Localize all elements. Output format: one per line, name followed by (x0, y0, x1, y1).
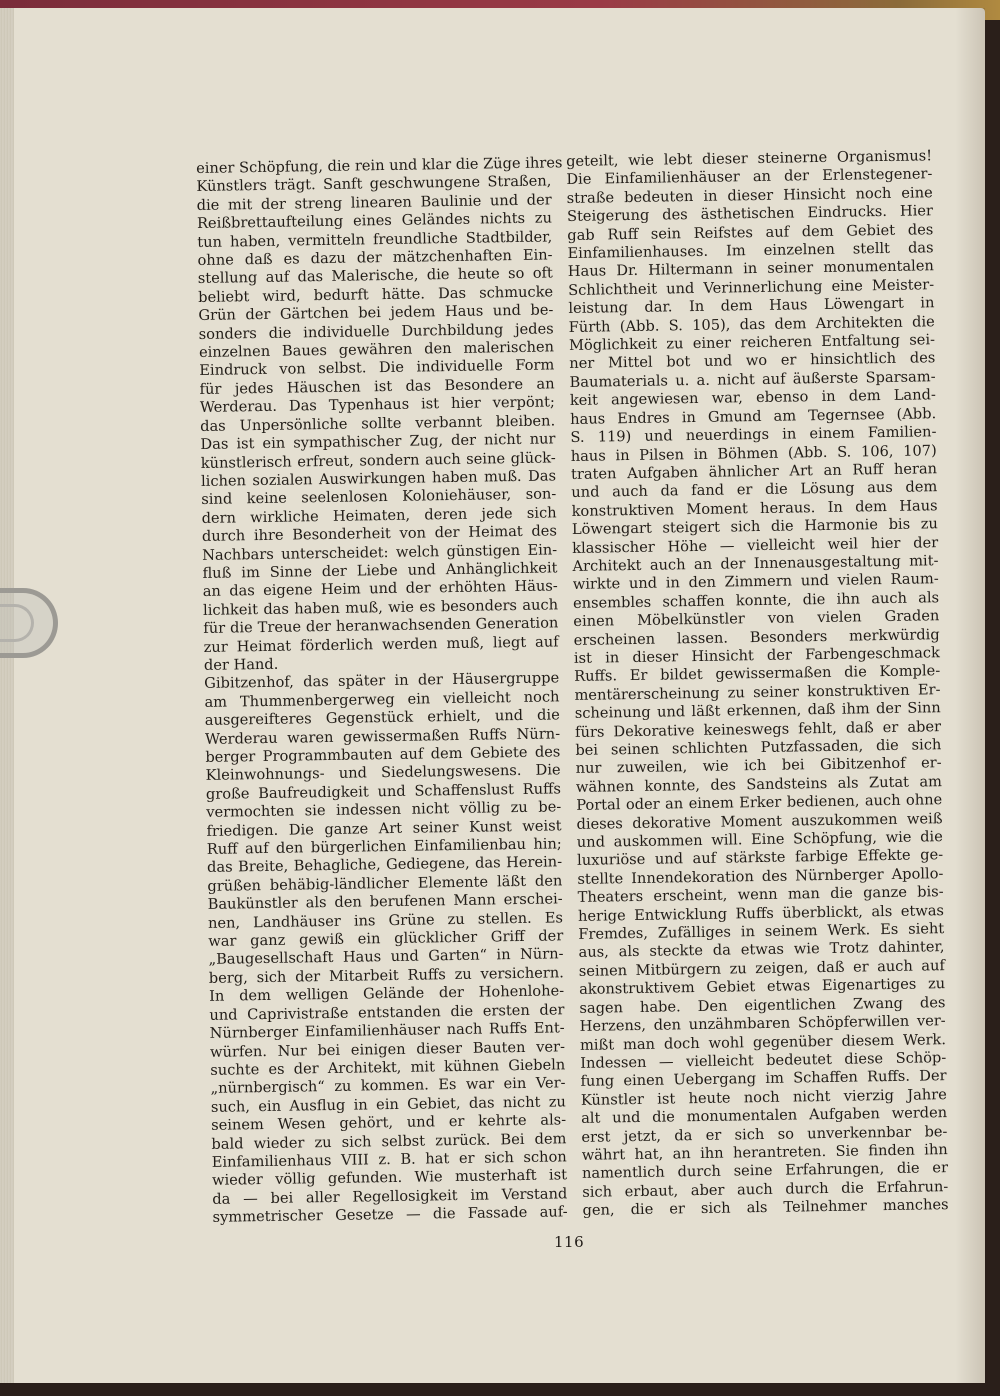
text-line: der Hand. (203, 655, 279, 674)
text-line: Herzens, den unzähmbaren Schöpferwillen ver- (579, 1012, 946, 1035)
text-line: zur Heimat förderlich werden muß, liegt auf (203, 632, 559, 656)
text-line: aus, als steckte da etwas wie Trotz dahinter, (578, 938, 945, 962)
text-line: haus Endres in Gmund am Tegernsee (Abb. (570, 404, 937, 428)
text-line: Einfamilienhaus VIII z. B. hat er sich schon (211, 1148, 567, 1171)
text-line: stellte Innendekoration des Nürnberger Apollo- (577, 865, 944, 888)
text-line: das Breite, Behagliche, Gediegene, das Herein- (206, 853, 563, 877)
text-line: Theaters erscheint, wenn man die ganze bis- (577, 883, 944, 907)
text-line: mißt man doch wohl gegenüber diesem Werk. (579, 1030, 947, 1054)
text-line: suchte es der Architekt, mit kühnen Giebeln (210, 1056, 566, 1079)
text-line: berger Programmbauten auf dem Gebiete des (205, 743, 561, 766)
text-line: einer Schöpfung, die rein und klar die Züge ihres (196, 154, 563, 177)
text-line: währt hat, an ihn herantreten. Sie finden ihn (581, 1141, 948, 1164)
text-line: durch ihre Besonderheit von der Heimat des (201, 522, 558, 546)
text-line: Schlichtheit und Verinnerlichung eine Meister- (568, 276, 935, 299)
text-line: klassischer Höhe — vielleicht weil hier der (572, 533, 939, 557)
page-stack-edge (0, 8, 14, 1383)
text-line: vermochten sie indessen nicht völlig zu be- (206, 798, 562, 822)
text-line: akonstruktivem Gebiet etwas Eigenartiges zu (579, 975, 946, 999)
text-line: lichen sozialen Auswirkungen haben muß. Das (200, 467, 557, 490)
text-line: wirkte und in den Zimmern und vielen Raum- (572, 570, 939, 594)
text-line: fürs Dekorative keineswegs fehlt, daß er aber (574, 717, 942, 741)
text-line: S. 119) und neuerdings in einem Familien- (570, 423, 937, 447)
text-line: wähnen konnte, des Sandsteins als Zutat am (575, 772, 943, 796)
text-line: würfen. Nur bei einigen dieser Bauten ver- (209, 1037, 566, 1061)
text-line: für die Treue der heranwachsenden Generation (203, 614, 559, 638)
text-line: keit angewiesen war, ebenso in dem Land- (569, 386, 936, 410)
text-line: Gibitzenhof, das später in der Häusergruppe (204, 669, 560, 693)
text-line: erst jetzt, da er sich so unverkennbar be- (581, 1122, 948, 1146)
text-line: Steigerung des ästhetischen Eindrucks. Hier (566, 202, 934, 226)
text-line: Nachbars unterscheidet: welch günstigen Ein- (202, 540, 558, 564)
text-line: Möglichkeit zu einer reicheren Entfaltung sei- (568, 331, 936, 355)
text-line: bald wieder zu sich selbst zurück. Bei dem (211, 1129, 567, 1153)
text-line: Einfamilienhauses. Im einzelnen stellt das (567, 239, 934, 263)
right-text-column (566, 147, 949, 1220)
text-line: haus in Pilsen in Böhmen (Abb. S. 106, 107) (570, 441, 937, 465)
text-line: „nürnbergisch“ zu kommen. Es war ein Ver- (210, 1074, 566, 1098)
text-line: seinen Mitbürgern zu zeigen, daß er auch auf (578, 957, 945, 980)
text-line: für jedes Häuschen ist das Besondere an (199, 375, 555, 398)
text-line: künstlerisch erfreut, sondern auch seine glück- (200, 448, 556, 472)
text-line: Die Einfamilienhäuser an der Erlenstegener- (566, 165, 933, 189)
text-line: friedigen. Die ganze Art seiner Kunst weist (206, 816, 562, 840)
text-line: nur zuweilen, wie ich bei Gibitzenhof er- (575, 754, 942, 778)
text-line: sind keine seelenlosen Koloniehäuser, son- (201, 485, 557, 509)
text-line: „Baugesellschaft Haus und Garten“ in Nürn- (208, 945, 564, 969)
left-text-column (196, 154, 568, 1227)
text-line: sagen habe. Den eigentlichen Zwang des (579, 993, 946, 1017)
text-line: symmetrischer Gesetze — die Fassade auf- (212, 1203, 568, 1227)
text-line: In dem welligen Gelände der Hohenlohe- (209, 982, 565, 1006)
text-line: dern wirkliche Heimaten, deren jede sich (201, 504, 557, 527)
page-gutter-shadow (955, 8, 985, 1383)
text-line: Indessen — vielleicht bedeutet diese Schöp- (580, 1049, 947, 1072)
text-line: einen Möbelkünstler von vielen Graden (573, 607, 940, 631)
text-line: konstruktiven Moment heraus. In dem Haus (571, 496, 938, 520)
text-line: das Unpersönliche sollte verbannt bleiben. (200, 412, 556, 435)
text-line: wieder völlig gefunden. Wie musterhaft ist (211, 1166, 568, 1190)
text-line: seinem Wesen gehört, und er kehrte als- (211, 1111, 567, 1135)
text-line: ensembles schaffen konnte, die ihn auch als (572, 588, 940, 612)
text-line: einzelnen Baues gewähren den malerischen (198, 338, 555, 362)
text-line: Ruffs. Er bildet gewissermaßen die Komple- (574, 662, 941, 686)
text-line: ner Mittel bot und wo er hinsichtlich des (569, 349, 936, 373)
text-line: nen, Landhäuser ins Grüne zu stellen. Es (207, 908, 564, 932)
text-line: Werderau. Das Typenhaus ist hier verpönt; (199, 393, 555, 417)
text-line: dieses dekorative Moment auszukommen weiß (576, 809, 943, 833)
text-line: Baukünstler als den berufenen Mann erschei- (207, 890, 563, 914)
text-line: straße bedeuten in dieser Hinsicht noch eine (566, 184, 933, 207)
text-line: lichkeit das haben muß, wie es besonders auch (202, 596, 559, 619)
text-line: ohne daß es dazu der mätzchenhaften Ein- (197, 246, 553, 270)
text-line: luxuriöse und auf stärkste farbige Effekte ge- (576, 846, 944, 870)
text-line: berg, sich der Mitarbeit Ruffs zu versichern. (208, 964, 564, 987)
text-line: Fürth (Abb. S. 105), das dem Architekten die (568, 312, 935, 336)
text-line: Reißbrettaufteilung eines Geländes nichts zu (196, 209, 553, 233)
text-line: mentärerscheinung zu seiner konstruktiven Er- (574, 680, 941, 704)
text-line: ist in dieser Hinsicht der Farbengeschmack (573, 644, 941, 667)
text-line: große Baufreudigkeit und Schaffenslust Ruffs (205, 780, 562, 803)
text-line: und auch da fand er die Lösung aus dem (571, 478, 938, 502)
text-line: Haus Dr. Hiltermann in seiner monumentalen (567, 257, 934, 281)
text-line: geteilt, wie lebt dieser steinerne Organismus! (566, 147, 933, 170)
text-line: Löwengart steigert sich die Harmonie bis zu (571, 515, 939, 539)
text-line: gen, die er sich als Teilnehmer manches (582, 1196, 949, 1220)
text-line: bei seinen schlichten Putzfassaden, die sich (575, 736, 942, 759)
text-line: und auskommen will. Eine Schöpfung, wie die (576, 828, 943, 851)
text-line: Ruff auf den bürgerlichen Einfamilienbau hin; (206, 835, 562, 858)
text-line: Eindruck von selbst. Die individuelle Form (199, 356, 555, 380)
text-line: beliebt wird, bedurft hätte. Das schmucke (198, 283, 554, 306)
text-line: leistung dar. In dem Haus Löwengart in (568, 294, 935, 318)
text-line: ausgereifteres Gegenstück erhielt, und die (204, 706, 560, 730)
text-line: namentlich durch seine Erfahrungen, die er (581, 1159, 949, 1183)
text-line: am Thummenbergerweg ein vielleicht noch (204, 688, 560, 711)
text-line: Nürnberger Einfamilienhäuser nach Ruffs Ent- (209, 1019, 565, 1042)
text-line: tun haben, vermitteln freundliche Stadtbilder, (197, 228, 553, 251)
text-line: Das ist ein sympathischer Zug, der nicht nur (200, 430, 556, 454)
text-line: die mit der streng linearen Baulinie und der (196, 191, 552, 214)
text-line: Baumaterials u. a. nicht auf äußerste Sparsam- (569, 368, 936, 391)
text-line: Künstler ist heute noch nicht vierzig Jahre (580, 1085, 947, 1109)
text-line: traten Aufgaben ähnlicher Art an Ruff heran (570, 460, 938, 483)
text-line: herige Entwicklung Ruffs überblickt, als etwas (577, 901, 945, 925)
text-line: sonders die individuelle Durchbildung jedes (198, 320, 554, 343)
text-line: Kleinwohnungs- und Siedelungswesens. Die (205, 761, 561, 785)
text-line: grüßen behäbig-ländlicher Elemente läßt den (207, 872, 563, 895)
text-line: fung einen Uebergang im Schaffen Ruffs. Der (580, 1067, 947, 1091)
text-line: an das eigene Heim und der erhöhten Häus- (202, 577, 558, 601)
text-line: und Caprivistraße entstanden die ersten der (209, 1001, 565, 1024)
text-line: sich erbaut, aber auch durch die Erfahrun- (582, 1177, 949, 1201)
text-line: scheinung und läßt erkennen, daß ihm der Sinn (574, 699, 941, 723)
text-line: Portal oder an einem Erker bedienen, auch ohne (576, 791, 943, 815)
text-line: gab Ruff sein Reifstes auf dem Gebiet des (567, 220, 934, 244)
text-line: Fremdes, Zufälliges in seinem Werk. Es sieht (578, 920, 945, 943)
text-line: Grün der Gärtchen bei jedem Haus und be- (198, 301, 554, 325)
text-line: erscheinen lassen. Besonders merkwürdig (573, 625, 940, 649)
page-number: 116 (554, 1233, 585, 1251)
text-line: Künstlers trägt. Sanft geschwungene Straßen, (196, 172, 552, 196)
text-line: alt und die monumentalen Aufgaben werden (581, 1104, 948, 1128)
text-line: stellung auf das Malerische, die heute so oft (197, 264, 553, 288)
text-line: such, ein Ausflug in ein Gebiet, das nicht zu (210, 1093, 566, 1116)
text-line: fluß im Sinne der Liebe und Anhänglichkeit (202, 559, 558, 582)
text-line: Architekt auch an der Innenausgestaltung mit- (572, 552, 939, 575)
text-line: da — bei aller Regellosigkeit im Verstand (212, 1185, 568, 1208)
text-line: Werderau waren gewissermaßen Ruffs Nürn- (204, 724, 561, 748)
text-line: war ganz gewiß ein glücklicher Griff der (208, 927, 564, 950)
